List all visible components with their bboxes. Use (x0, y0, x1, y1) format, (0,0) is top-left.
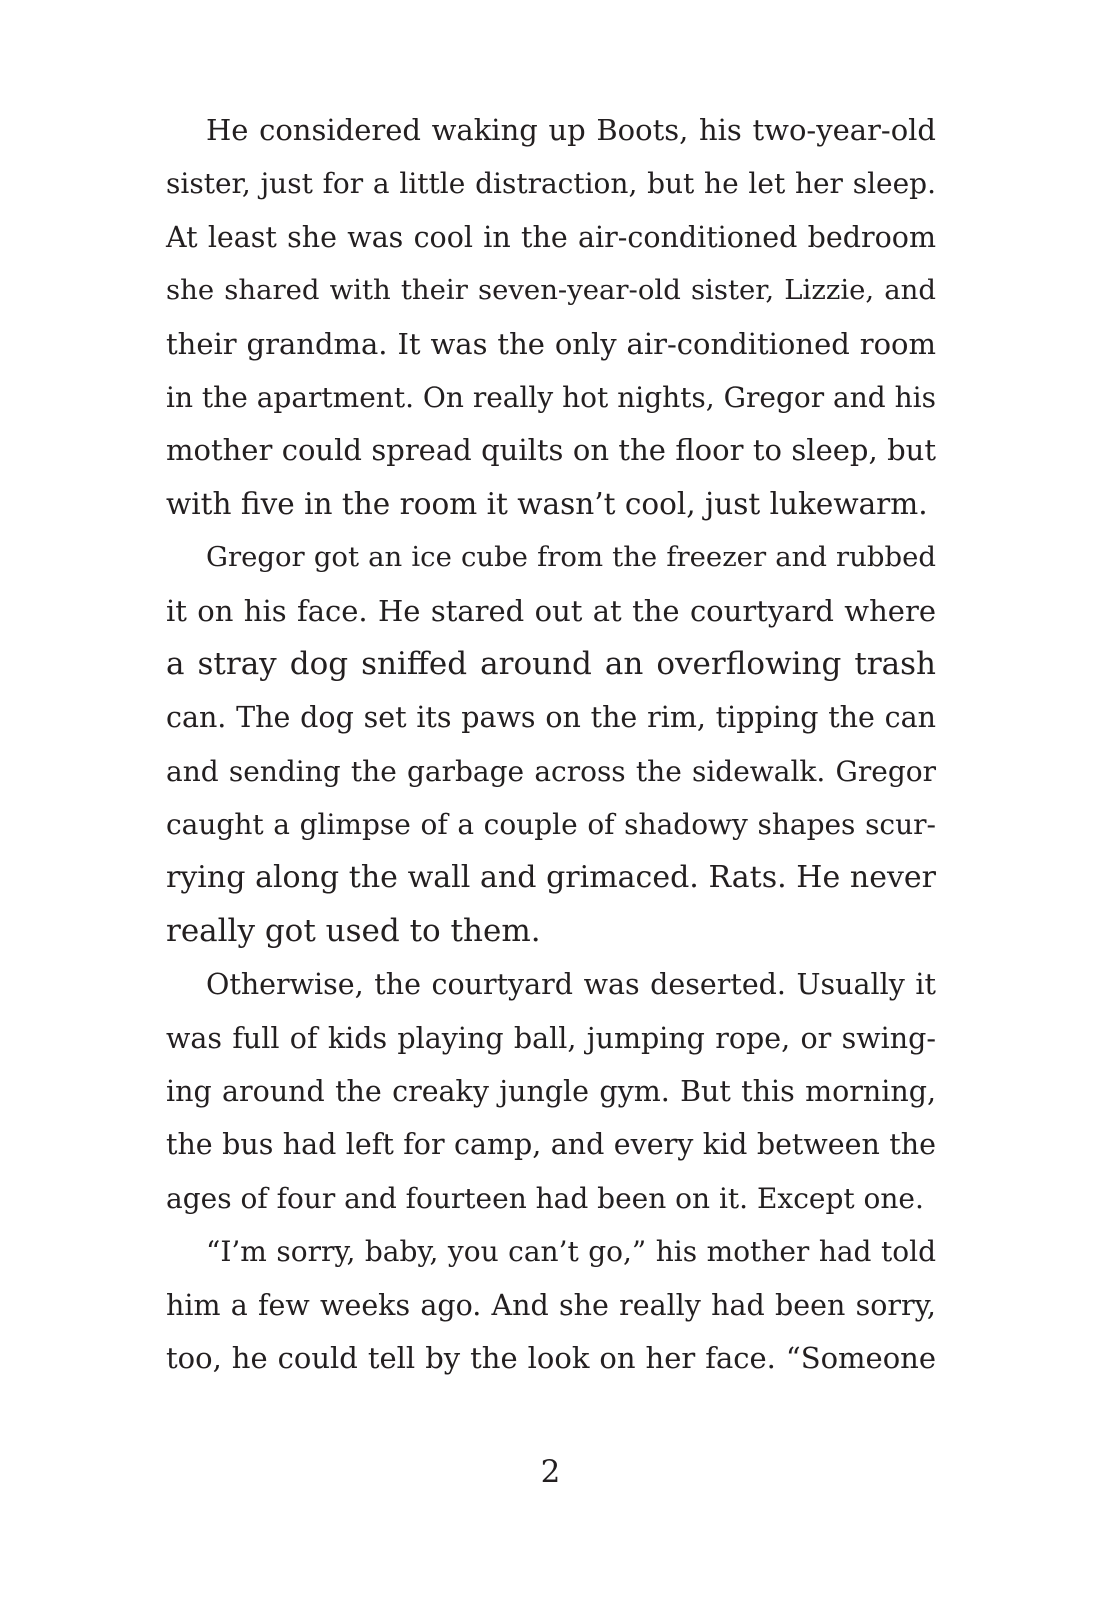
text-line: sister, just for a little distraction, but he let her sleep. (166, 167, 936, 201)
text-line: in the apartment. On really hot nights, Gregor and his (166, 380, 936, 414)
text-line: really got used to them. (166, 912, 541, 949)
text-line: the bus had left for camp, and every kid between the (166, 1128, 936, 1162)
paragraph (166, 958, 936, 1225)
paragraph (166, 104, 936, 531)
text-line: He considered waking up Boots, his two-year-old (206, 113, 936, 147)
text-line: At least she was cool in the air-conditioned bedroom (166, 220, 936, 254)
text-line: can. The dog set its paws on the rim, tipping the can (166, 701, 936, 735)
text-line: ages of four and fourteen had been on it. Except one. (166, 1181, 924, 1215)
text-line: “I’m sorry, baby, you can’t go,” his mother had told (206, 1235, 936, 1269)
body-text (166, 104, 936, 1385)
paragraph (166, 531, 936, 958)
text-line: mother could spread quilts on the floor to sleep, but (166, 433, 936, 468)
text-line: Otherwise, the courtyard was deserted. Usually it (206, 968, 936, 1002)
text-line: caught a glimpse of a couple of shadowy shapes scur- (166, 808, 936, 842)
text-line: a stray dog sniffed around an overflowing trash (166, 645, 936, 682)
text-line: rying along the wall and grimaced. Rats. He never (166, 860, 936, 896)
text-line: too, he could tell by the look on her face. “Someone (166, 1340, 936, 1375)
text-line: him a few weeks ago. And she really had been sorry, (166, 1288, 936, 1322)
text-line: she shared with their seven-year-old sister, Lizzie, and (166, 274, 936, 307)
text-line: their grandma. It was the only air-conditioned room (166, 326, 936, 361)
page-number: 2 (540, 1454, 561, 1490)
text-line: it on his face. He stared out at the courtyard where (166, 593, 936, 628)
paragraph (166, 1225, 936, 1385)
text-line: and sending the garbage across the sidewalk. Gregor (166, 754, 936, 788)
text-line: was full of kids playing ball, jumping rope, or swing- (166, 1021, 936, 1055)
text-line: with five in the room it wasn’t cool, just lukewarm. (166, 486, 928, 521)
text-line: ing around the creaky jungle gym. But this morning, (166, 1075, 936, 1109)
text-line: Gregor got an ice cube from the freezer and rubbed (206, 541, 936, 574)
